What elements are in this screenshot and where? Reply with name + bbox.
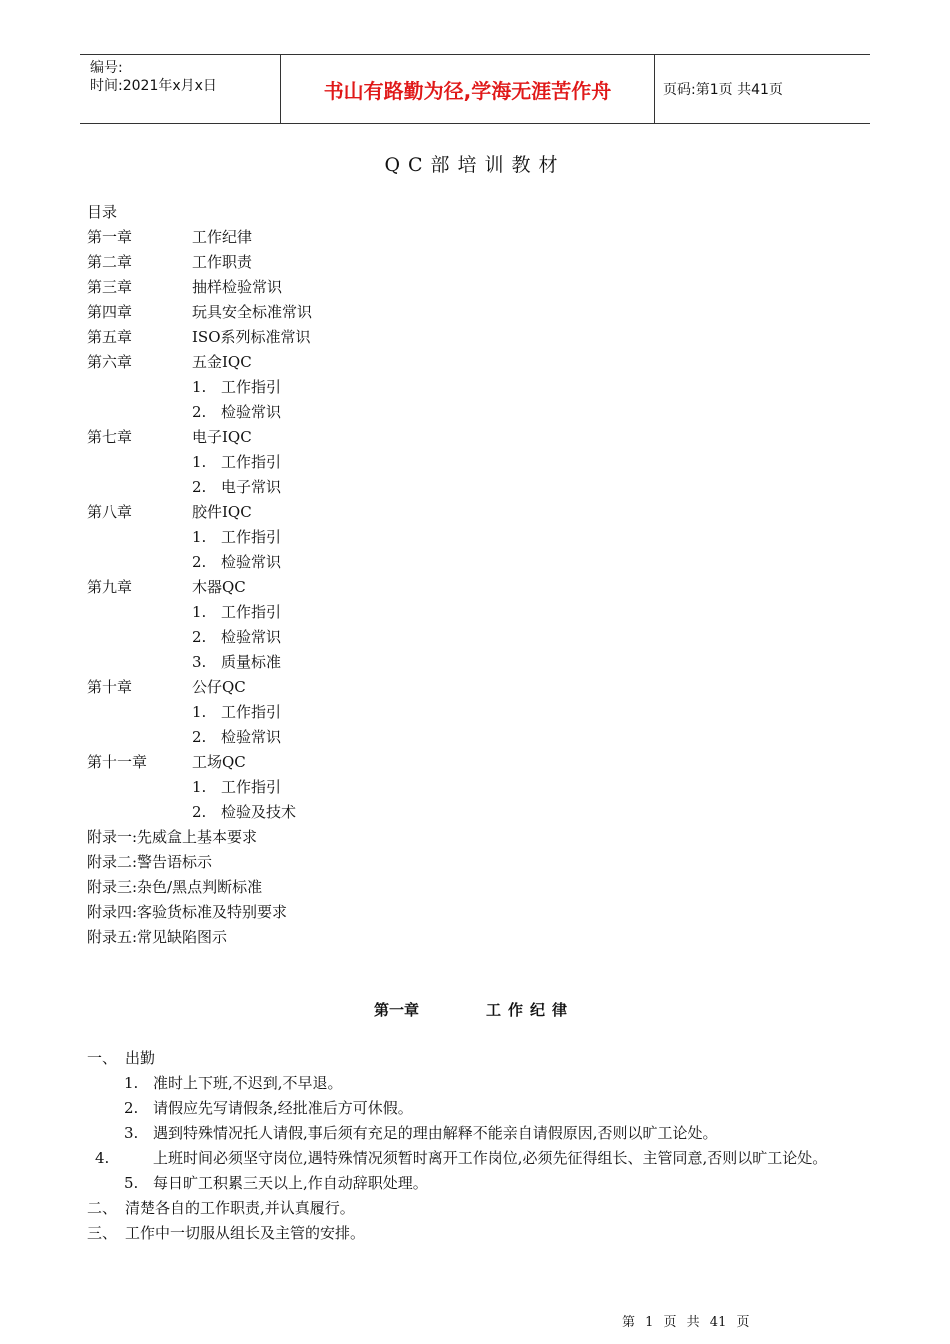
serial-number-label: 编号: [90, 60, 123, 76]
toc-chapter-row [87, 500, 312, 525]
toc-chapter-title: 工作纪律 [192, 228, 253, 246]
toc-chapter-row [87, 425, 312, 450]
toc-subitem-number: 2. [192, 803, 207, 821]
toc-chapter-row [87, 225, 312, 250]
list-item-text: 请假应先写请假条,经批准后方可休假。 [153, 1099, 413, 1117]
toc-chapter-row [87, 750, 312, 775]
toc-subitem-title: 工作指引 [221, 703, 282, 721]
toc-chapter-title: 木器QC [192, 578, 246, 596]
toc-chapter-title: 玩具安全标准常识 [192, 303, 313, 321]
toc-subitem-number: 1. [192, 603, 207, 621]
toc-subitem-title: 电子常识 [221, 478, 282, 496]
section-number: 二、 [87, 1199, 118, 1217]
toc-subitem-row [87, 625, 312, 650]
toc-subitem-row [87, 650, 312, 675]
toc-appendix-row: 附录一:先威盒上基本要求 [87, 828, 258, 846]
toc-subitem-title: 检验常识 [221, 403, 282, 421]
list-item [87, 1071, 862, 1096]
chapter-title: 工作纪律 [486, 1001, 575, 1019]
header-motto: 书山有路勤为径,学海无涯苦作舟 [281, 55, 655, 123]
toc-subitem-row [87, 550, 312, 575]
chapter-number: 第一章 [374, 1001, 420, 1019]
toc-chapter-number: 第五章 [87, 328, 133, 346]
toc-subitem-title: 检验常识 [221, 553, 282, 571]
toc-subitem-row [87, 600, 312, 625]
toc-chapter-title: ISO系列标准常识 [192, 328, 311, 346]
toc-chapter-row [87, 250, 312, 275]
toc-chapter-row [87, 275, 312, 300]
toc-subitem-row [87, 400, 312, 425]
toc-chapter-title: 公仔QC [192, 678, 246, 696]
toc-subitem-title: 工作指引 [221, 378, 282, 396]
page-header [80, 54, 870, 124]
toc-appendix-row: 附录三:杂色/黑点判断标准 [87, 878, 263, 896]
list-item-number: 3. [124, 1124, 139, 1142]
toc-chapter-row [87, 575, 312, 600]
toc-chapter-title: 工作职责 [192, 253, 253, 271]
toc-subitem-number: 2. [192, 553, 207, 571]
section-heading [87, 1046, 862, 1071]
toc-chapter-title: 胶件IQC [192, 503, 252, 521]
toc-subitem-row [87, 375, 312, 400]
toc-chapter-row [87, 300, 312, 325]
list-item-text: 遇到特殊情况托人请假,事后须有充足的理由解释不能亲自请假原因,否则以旷工论处。 [153, 1124, 718, 1142]
list-item-number: 1. [124, 1074, 139, 1092]
list-item-number: 2. [124, 1099, 139, 1117]
document-title: QC部培训教材 [384, 154, 566, 176]
toc-chapter-number: 第三章 [87, 278, 133, 296]
toc-appendix-row: 附录四:客验货标准及特别要求 [87, 903, 288, 921]
toc-subitem-title: 质量标准 [221, 653, 282, 671]
toc-subitem-title: 工作指引 [221, 528, 282, 546]
header-meta-cell [80, 55, 281, 123]
section-text: 工作中一切服从组长及主管的安排。 [125, 1224, 366, 1242]
toc-chapter-number: 第十一章 [87, 753, 148, 771]
toc-subitem-number: 2. [192, 403, 207, 421]
toc-chapter-title: 工场QC [192, 753, 246, 771]
list-item [87, 1121, 862, 1146]
toc-subitem-title: 检验常识 [221, 728, 282, 746]
toc-subitem-number: 1. [192, 378, 207, 396]
toc-heading: 目录 [87, 203, 118, 221]
toc-chapter-number: 第八章 [87, 503, 133, 521]
toc-chapter-number: 第四章 [87, 303, 133, 321]
toc-subitem-row [87, 475, 312, 500]
header-page-number: 页码:第1页 共41页 [663, 82, 783, 98]
page-footer: 第 1 页 共 41 页 [622, 1315, 750, 1330]
section-text: 清楚各自的工作职责,并认真履行。 [125, 1199, 355, 1217]
toc-chapter-number: 第十章 [87, 678, 133, 696]
toc-subitem-row [87, 450, 312, 475]
toc-subitem-title: 工作指引 [221, 603, 282, 621]
toc-subitem-number: 3. [192, 653, 207, 671]
toc-chapter-number: 第二章 [87, 253, 133, 271]
toc-appendix-row: 附录二:警告语标示 [87, 853, 213, 871]
list-item [87, 1171, 862, 1196]
toc-chapter-title: 电子IQC [192, 428, 252, 446]
toc-subitem-row [87, 775, 312, 800]
list-item-text: 上班时间必须坚守岗位,遇特殊情况须暂时离开工作岗位,必须先征得组长、主管同意,否则以旷工论处。 [153, 1149, 828, 1167]
list-item-text: 每日旷工积累三天以上,作自动辞职处理。 [153, 1174, 428, 1192]
toc-chapter-title: 抽样检验常识 [192, 278, 283, 296]
toc-subitem-title: 工作指引 [221, 778, 282, 796]
toc-subitem-title: 检验常识 [221, 628, 282, 646]
list-item-number: 4. [95, 1149, 110, 1167]
toc-chapter-row [87, 350, 312, 375]
section-heading [87, 1196, 862, 1221]
toc-chapter-title: 五金IQC [192, 353, 252, 371]
list-item-text: 准时上下班,不迟到,不早退。 [153, 1074, 343, 1092]
toc-subitem-number: 2. [192, 478, 207, 496]
list-item [87, 1096, 862, 1121]
toc-subitem-row [87, 800, 312, 825]
toc-chapter-number: 第一章 [87, 228, 133, 246]
section-number: 三、 [87, 1224, 118, 1242]
chapter-body [87, 1046, 862, 1246]
toc-subitem-number: 2. [192, 728, 207, 746]
toc-subitem-number: 2. [192, 628, 207, 646]
time-label: 时间:2021年x月x日 [90, 78, 217, 94]
toc-chapter-row [87, 325, 312, 350]
toc-subitem-number: 1. [192, 453, 207, 471]
table-of-contents [87, 200, 312, 950]
section-heading [87, 1221, 862, 1246]
list-item-number: 5. [124, 1174, 139, 1192]
toc-chapter-row [87, 675, 312, 700]
toc-appendix-row: 附录五:常见缺陷图示 [87, 928, 228, 946]
section-text: 出勤 [125, 1049, 156, 1067]
list-item [87, 1146, 862, 1171]
toc-subitem-row [87, 725, 312, 750]
toc-subitem-number: 1. [192, 778, 207, 796]
toc-subitem-row [87, 525, 312, 550]
toc-subitem-title: 检验及技术 [221, 803, 297, 821]
section-number: 一、 [87, 1049, 118, 1067]
toc-subitem-number: 1. [192, 703, 207, 721]
toc-chapter-number: 第九章 [87, 578, 133, 596]
toc-subitem-number: 1. [192, 528, 207, 546]
toc-chapter-number: 第七章 [87, 428, 133, 446]
toc-subitem-title: 工作指引 [221, 453, 282, 471]
toc-subitem-row [87, 700, 312, 725]
toc-chapter-number: 第六章 [87, 353, 133, 371]
